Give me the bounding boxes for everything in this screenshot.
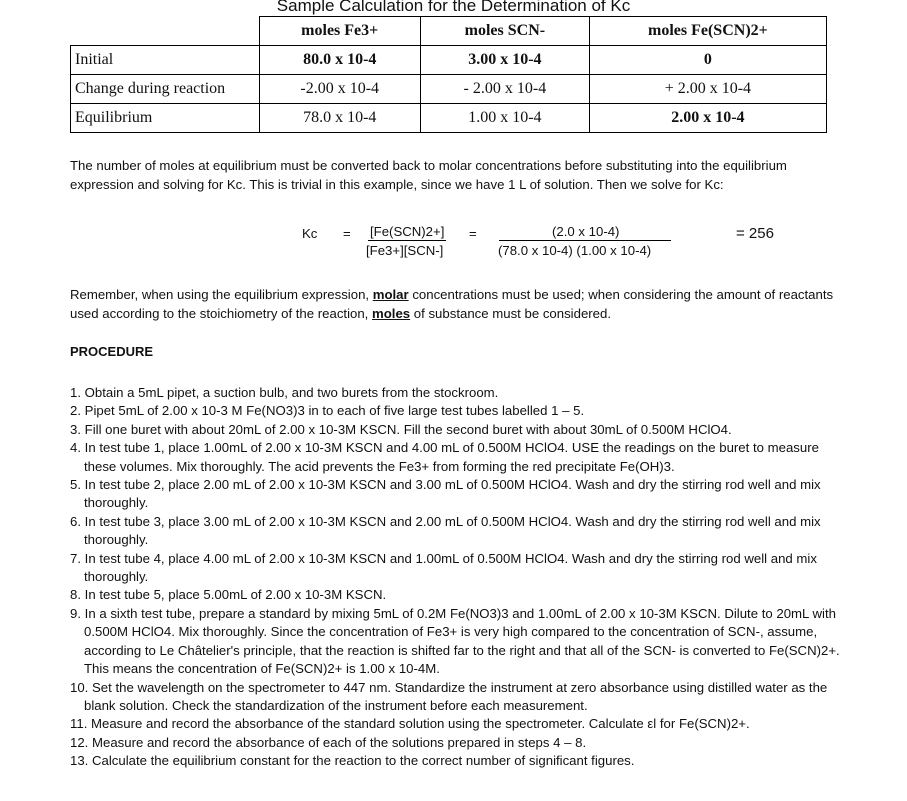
list-item: 12. Measure and record the absorbance of each of the solutions prepared in steps 4 – 8. [70,734,587,750]
moles-table [70,16,827,133]
fraction-bar [368,240,446,241]
reminder-text: Remember, when using the equilibrium expression, [70,287,373,302]
list-item: 1. Obtain a 5mL pipet, a suction bulb, and two burets from the stockroom. [70,385,499,400]
procedure-list [70,384,840,771]
table-cell: 0 [589,46,826,75]
row-label: Change during reaction [71,75,260,104]
col-header-fescn: moles Fe(SCN)2+ [589,17,826,46]
table-header-row [71,17,827,46]
table-cell: - 2.00 x 10-4 [420,75,589,104]
table-cell: 3.00 x 10-4 [420,46,589,75]
row-label: Equilibrium [71,104,260,133]
list-item: 3. Fill one buret with about 20mL of 2.00 x 10-3M KSCN. Fill the second buret with about 30mL of 0.500M HClO4. [70,421,732,437]
reminder-text: concentrations must be used; when considering the amount of reactants used according to the stoichiometry of the reaction, [70,287,834,321]
row-label: Initial [71,46,260,75]
list-item: 8. In test tube 5, place 5.00mL of 2.00 x 10-3M KSCN. [70,587,387,603]
procedure-heading: PROCEDURE [70,344,154,359]
table-row [71,104,827,133]
expression-denominator: [Fe3+][SCN-] [366,243,444,258]
col-header-scn: moles SCN- [420,17,589,46]
emphasis-molar: molar [372,287,409,302]
expression-numerator: [Fe(SCN)2+] [370,224,445,239]
reminder-text: of substance must be considered. [410,306,611,321]
table-row [71,46,827,75]
list-item: 6. In test tube 3, place 3.00 mL of 2.00 x 10-3M KSCN and 2.00 mL of 0.500M HClO4. Wash and dry the stirring rod well and mix thoroughly. [70,513,821,548]
fraction-bar [499,240,671,241]
values-denominator: (78.0 x 10-4) (1.00 x 10-4) [498,243,652,258]
table-corner [71,17,260,46]
table-cell: 80.0 x 10-4 [259,46,420,75]
list-item: 4. In test tube 1, place 1.00mL of 2.00 x 10-3M KSCN and 4.00 mL of 0.500M HClO4. USE the readings on the buret to measure these volumes. Mix thoroughly. The acid prevents the Fe3+ from forming the red precipitate Fe(OH)3. [70,440,819,474]
explanation-paragraph: The number of moles at equilibrium must be converted back to molar concentrations before substituting into the equilibrium expression and solving for Kc. This is trivial in this example, since we have 1 L of solution. Then we solve for Kc: [70,158,787,192]
equals-sign: = [343,226,351,241]
page-title: Sample Calculation for the Determination of Kc [276,0,631,15]
equals-sign: = [469,226,477,241]
emphasis-moles: moles [372,306,411,321]
list-item: 5. In test tube 2, place 2.00 mL of 2.00 x 10-3M KSCN and 3.00 mL of 0.500M HClO4. Wash and dry the stirring rod well and mix thoroughly. [70,477,821,511]
list-item: 13. Calculate the equilibrium constant for the reaction to the correct number of significant figures. [70,753,635,769]
col-header-fe: moles Fe3+ [259,17,420,46]
list-item: 7. In test tube 4, place 4.00 mL of 2.00 x 10-3M KSCN and 1.00mL of 0.500M HClO4. Wash and dry the stirring rod well and mix thoroughly. [70,550,817,585]
kc-result: = 256 [736,225,774,242]
values-numerator: (2.0 x 10-4) [552,224,620,239]
reminder-paragraph [70,285,840,323]
table-cell: 2.00 x 10-4 [589,104,826,133]
list-item: 9. In a sixth test tube, prepare a standard by mixing 5mL of 0.2M Fe(NO3)3 and 1.00mL of 2.00 x 10-3M KSCN. Dilute to 20mL with 0.500M HClO4. Mix thoroughly. Since the concentration of Fe3+ is very high compared to the concentration of SCN-, assume, according to Le Châtelier's principle, that the reaction is shifted far to the right and that all of the SCN- is converted to Fe(SCN)2+. This means the concentration of Fe(SCN)2+ is 1.00 x 10-4M. [70,605,840,677]
table-row [71,75,827,104]
table-cell: -2.00 x 10-4 [259,75,420,104]
table-cell: 78.0 x 10-4 [259,104,420,133]
list-item: 11. Measure and record the absorbance of the standard solution using the spectrometer. Calculate εl for Fe(SCN)2+. [70,716,750,732]
list-item: 10. Set the wavelength on the spectrometer to 447 nm. Standardize the instrument at zero absorbance using distilled water as the blank solution. Check the standardization of the instrument before each measurement. [70,679,828,713]
table-cell: + 2.00 x 10-4 [589,75,826,104]
list-item: 2. Pipet 5mL of 2.00 x 10-3 M Fe(NO3)3 in to each of five large test tubes labelled 1 – 5. [70,403,585,419]
table-cell: 1.00 x 10-4 [420,104,589,133]
kc-symbol: Kc [302,226,318,241]
